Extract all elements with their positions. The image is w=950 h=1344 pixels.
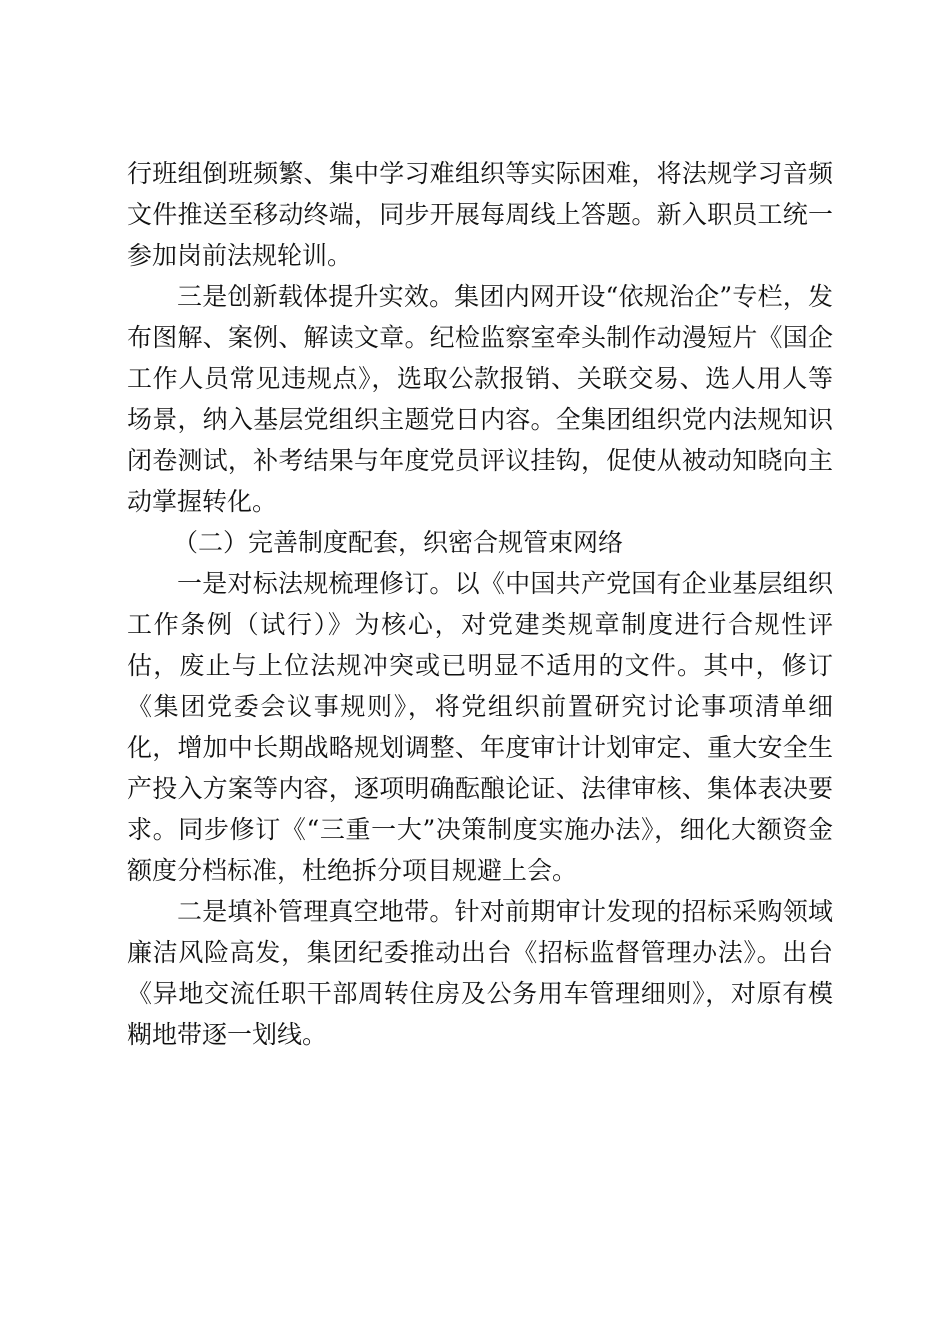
paragraph-innovation-carrier: 三是创新载体提升实效。集团内网开设“依规治企”专栏，发布图解、案例、解读文章。纪检监察室牵头制作动漫短片《国企工作人员常见违规点》，选取公款报销、关联交易、选人用人等场景，纳入基层党组织主题党日内容。全集团组织党内法规知识闭卷测试，补考结果与年度党员评议挂钩，促使从被动知晓向主动掌握转化。	[127, 282, 833, 516]
section-heading-system-support: （二）完善制度配套，织密合规管束网络	[173, 528, 624, 557]
document-body	[127, 153, 833, 1055]
paragraph-benchmark-revision: 一是对标法规梳理修订。以《中国共产党国有企业基层组织工作条例（试行）》为核心，对党建类规章制度进行合规性评估，废止与上位法规冲突或已明显不适用的文件。其中，修订《集团党委会议事规则》，将党组织前置研究讨论事项清单细化，增加中长期战略规划调整、年度审计计划审定、重大安全生产投入方案等内容，逐项明确酝酿论证、法律审核、集体表决要求。同步修订《“三重一大”决策制度实施办法》，细化大额资金额度分档标准，杜绝拆分项目规避上会。	[127, 569, 833, 885]
paragraph-fill-management-gap: 二是填补管理真空地带。针对前期审计发现的招标采购领域廉洁风险高发，集团纪委推动出台《招标监督管理办法》。出台《异地交流任职干部周转住房及公务用车管理细则》，对原有模糊地带逐一划线。	[127, 897, 833, 1049]
paragraph-continuation: 行班组倒班频繁、集中学习难组织等实际困难，将法规学习音频文件推送至移动终端，同步开展每周线上答题。新入职员工统一参加岗前法规轮训。	[127, 159, 833, 270]
